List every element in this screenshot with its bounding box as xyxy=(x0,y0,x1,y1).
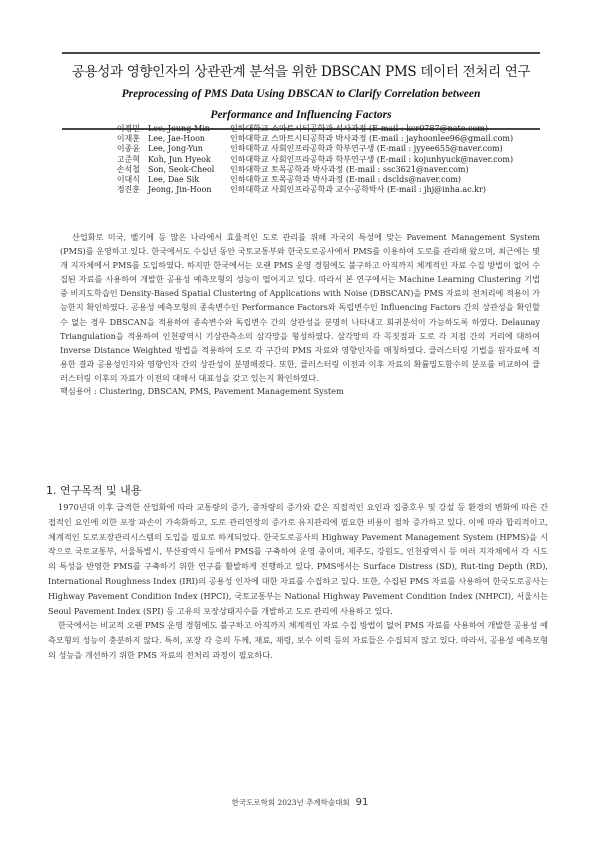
author-korean-name: 고준혁 xyxy=(116,154,140,164)
author-affiliation: 인하대학교 스마트시티공학과 석사과정 (E-mail : kcr0787@nate.com) xyxy=(230,124,488,133)
author-row xyxy=(100,124,540,134)
author-affiliation: 인하대학교 사회인프라공학과 학부연구생 (E-mail : jyyee655@naver.com) xyxy=(230,144,503,154)
title-block xyxy=(62,52,540,130)
section-body xyxy=(48,500,548,663)
page-footer xyxy=(0,797,600,808)
author-row xyxy=(100,155,540,165)
author-korean-name: 이정민 xyxy=(116,124,140,133)
page-number: 91 xyxy=(355,797,369,808)
author-row xyxy=(100,175,540,185)
author-affiliation: 인하대학교 스마트시티공학과 박사과정 (E-mail : jayhoonlee96@gmail.com) xyxy=(230,134,514,144)
author-affiliation: 인하대학교 사회인프라공학과 학부연구생 (E-mail : kojunhyuck@naver.com) xyxy=(230,154,514,164)
author-row xyxy=(100,144,540,154)
author-english-name: Lee, Dae Sik xyxy=(148,174,200,184)
english-title-line-2: Performance and Influencing Factors xyxy=(210,109,392,121)
author-english-name: Koh, Jun Hyeok xyxy=(148,154,211,164)
author-korean-name: 이재훈 xyxy=(116,134,140,144)
author-row xyxy=(100,134,540,144)
section-heading: 1. 연구목적 및 내용 xyxy=(46,484,142,497)
author-english-name: Lee, Joung-Min xyxy=(148,124,210,133)
keywords: 핵심용어 : Clustering, DBSCAN, PMS, Pavement Management System xyxy=(60,386,344,396)
author-english-name: Lee, Jae-Hoon xyxy=(148,134,206,144)
author-affiliation: 인하대학교 토목공학과 박사과정 (E-mail : ssc3621@naver.com) xyxy=(230,164,469,174)
author-row xyxy=(100,185,540,195)
body-paragraph-1: 1970년대 이후 급격한 산업화에 따라 교통량의 증가, 중차량의 증가와 같은 직접적인 요인과 집중호우 및 강설 등 환경의 변화에 따른 간접적인 요인에 의한 포장 파손이 가속화하고, 도로 관리연장의 증가로 유지관리에 필요한 비용이 점차 증가하고 있다. 이에 따라 합리적이고, 체계적인 도로포장관리시스템의 도입을 필요로 하게되었다. 한국도로공사의 Highway Pavement Management System (HPMS)을 시작으로 국토교통부, 서울특별시, 부산광역시 등에서 PMS를 구축하여 운영 중이며, 제주도, 강원도, 인천광역시 등 여러 지자체에서 각 시도의 특성을 반영한 PMS를 구축하기 위한 연구를 활발하게 진행하고 있다. PMS에서는 Surface Distress (SD), Rut-ting Depth (RD), International Roughness Index (IRI)의 공용성 인자에 대한 자료를 수집하고 있다. 또한, 수집된 PMS 자료를 사용하여 한국도로공사는 Highway Pavement Condition Index (HPCI), 국토교통부는 National Highway Pavement Condition Index (NHPCI), 서울시는 Seoul Pavement Index (SPI) 등 고유의 포장상태지수를 개발하고 도로 관리에 사용하고 있다. xyxy=(48,502,548,616)
author-korean-name: 이종윤 xyxy=(116,144,140,154)
author-korean-name: 정진훈 xyxy=(116,185,140,195)
abstract-text: 산업화로 미국, 벨기에 등 많은 나라에서 효율적인 도로 관리를 위해 자국의 특성에 맞는 Pavement Management System (PMS)를 운영하고 있다. 한국에서도 수십년 동안 국토교통부와 한국도로공사에서 PMS를 이용하여 도로를 관리해 왔으며, 최근에는 몇 개 지자체에서 PMS를 도입하였다. 하지만 한국에서는 오랜 PMS 운영 경험에도 불구하고 아직까지 체계적인 자료 수집 방법이 없어 수집된 자료를 사용하여 개발한 공용성 예측모형의 성능이 떨어지고 있다. 따라서 본 연구에서는 Machine Learning Clustering 기법 중 비지도학습인 Density-Based Spatial Clustering of Applications with Noise (DBSCAN)을 PMS 자료의 전처리에 적용이 가능한지 확인하였다. 공용성 예측모형의 종속변수인 Performance Factors와 독립변수인 Influencing Factors 간의 상관성을 확인할 수 없는 경우 DBSCAN을 적용하여 종속변수와 독립변수 간의 상관성을 분명히 나타내고 회귀분석이 가능하도록 하였다. Delaunay Triangulation을 적용하여 인천광역시 기상관측소의 삼각망을 형성하였다. 삼각망의 각 꼭짓점과 도로 각 지점 간의 거리에 대하여 Inverse Distance Weighted 방법을 적용하여 도로 각 구간의 PMS 자료와 영향인자를 매칭하였다. 클러스터링 기법을 원자료에 적용한 결과 공용성인자와 영향인자 간의 상관성이 분명해졌다. 또한, 클러스터링 이전과 이후 자료의 확률밀도함수의 분포를 비교하여 클러스터링 이후의 자료가 이전의 대해서 대표성을 갖고 있는지 확인하였다. xyxy=(60,232,540,383)
author-english-name: Son, Seok-Cheol xyxy=(148,164,215,174)
author-english-name: Jeong, Jin-Hoon xyxy=(148,185,212,195)
author-row xyxy=(100,165,540,175)
english-title xyxy=(62,84,540,126)
abstract xyxy=(60,230,540,385)
author-english-name: Lee, Jong-Yun xyxy=(148,144,203,154)
english-title-line-1: Preprocessing of PMS Data Using DBSCAN to Clarify Correlation between xyxy=(121,88,481,100)
author-affiliation: 인하대학교 사회인프라공학과 교수·공학박사 (E-mail : jhj@inha.ac.kr) xyxy=(230,185,486,195)
korean-title: 공용성과 영향인자의 상관관계 분석을 위한 DBSCAN PMS 데이터 전처리 연구 xyxy=(71,64,531,80)
body-paragraph-2: 한국에서는 비교적 오랜 PMS 운영 경험에도 불구하고 아직까지 체계적인 자료 수집 방법이 없어 PMS 자료를 사용하여 개발한 공용성 예측모형의 성능이 충분하지 않다. 특히, 포장 각 층의 두께, 재료, 재령, 보수 이력 등의 자료들은 수집되지 않고 있다. 따라서, 공용성 예측모형의 성능을 개선하기 위한 PMS 자료의 전처리 과정이 필요하다. xyxy=(48,620,548,660)
author-korean-name: 손석철 xyxy=(116,164,140,174)
author-korean-name: 이대식 xyxy=(116,174,140,184)
footer-conference: 한국도로학회 2023년 추계학술대회 xyxy=(231,798,350,807)
author-list xyxy=(100,124,540,195)
author-affiliation: 인하대학교 토목공학과 박사과정 (E-mail : dsclds@naver.com) xyxy=(230,174,462,184)
